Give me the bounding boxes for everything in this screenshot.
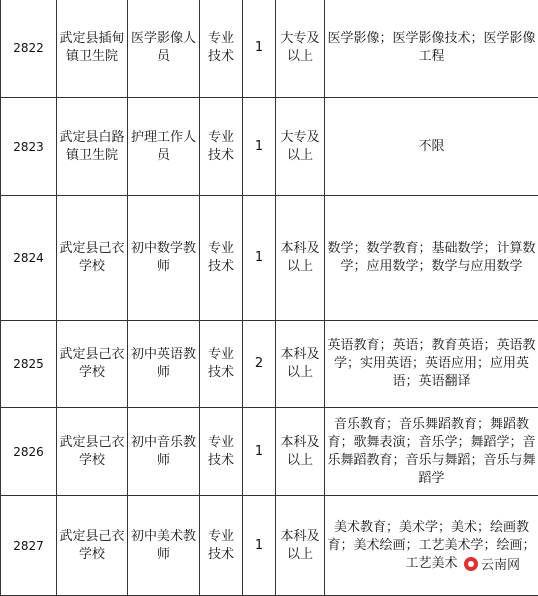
position-category: 专业技术	[200, 196, 243, 321]
employer-unit: 武定县白路镇卫生院	[57, 98, 128, 196]
table-row	[1, 196, 538, 321]
table-row	[1, 0, 538, 98]
position-category: 专业技术	[200, 98, 243, 196]
education-requirement: 本科及以上	[276, 408, 325, 496]
position-code: 2822	[1, 0, 57, 98]
table-row	[1, 496, 538, 596]
source-watermark	[462, 554, 522, 573]
major-requirement: 数学；数学教育；基础数学；计算数学；应用数学；数学与应用数学	[325, 196, 538, 321]
position-category: 专业技术	[200, 408, 243, 496]
position-code: 2825	[1, 321, 57, 408]
position-code: 2826	[1, 408, 57, 496]
position-name: 护理工作人员	[128, 98, 200, 196]
major-requirement: 不限	[325, 98, 538, 196]
table-row	[1, 408, 538, 496]
hiring-count: 1	[243, 408, 276, 496]
major-requirement: 音乐教育；音乐舞蹈教育；舞蹈教育；歌舞表演；音乐学；舞蹈学；音乐舞蹈教育；音乐与舞蹈；音乐与舞蹈学	[325, 408, 538, 496]
employer-unit: 武定县己衣学校	[57, 496, 128, 596]
hiring-count: 1	[243, 0, 276, 98]
employer-unit: 武定县己衣学校	[57, 321, 128, 408]
position-code: 2823	[1, 98, 57, 196]
watermark-text: 云南网	[481, 554, 520, 573]
position-code: 2827	[1, 496, 57, 596]
position-name: 医学影像人员	[128, 0, 200, 98]
hiring-count: 1	[243, 98, 276, 196]
major-requirement: 英语教育；英语；教育英语；英语教学；实用英语；英语应用；应用英语；英语翻译	[325, 321, 538, 408]
position-category: 专业技术	[200, 321, 243, 408]
hiring-count: 2	[243, 321, 276, 408]
position-name: 初中数学教师	[128, 196, 200, 321]
table-row	[1, 98, 538, 196]
position-code: 2824	[1, 196, 57, 321]
hiring-count: 1	[243, 196, 276, 321]
position-category: 专业技术	[200, 496, 243, 596]
position-name: 初中美术教师	[128, 496, 200, 596]
education-requirement: 本科及以上	[276, 196, 325, 321]
position-name: 初中音乐教师	[128, 408, 200, 496]
watermark-logo-icon	[464, 557, 478, 571]
education-requirement: 大专及以上	[276, 98, 325, 196]
major-requirement: 医学影像；医学影像技术；医学影像工程	[325, 0, 538, 98]
employer-unit: 武定县己衣学校	[57, 408, 128, 496]
major-requirement: 美术教育；美术学；美术；绘画教育；美术绘画；工艺美术学；绘画；工艺美术	[325, 496, 538, 596]
employer-unit: 武定县己衣学校	[57, 196, 128, 321]
table-row	[1, 321, 538, 408]
education-requirement: 大专及以上	[276, 0, 325, 98]
position-category: 专业技术	[200, 0, 243, 98]
position-name: 初中英语教师	[128, 321, 200, 408]
hiring-count: 1	[243, 496, 276, 596]
education-requirement: 本科及以上	[276, 321, 325, 408]
education-requirement: 本科及以上	[276, 496, 325, 596]
employer-unit: 武定县插甸镇卫生院	[57, 0, 128, 98]
